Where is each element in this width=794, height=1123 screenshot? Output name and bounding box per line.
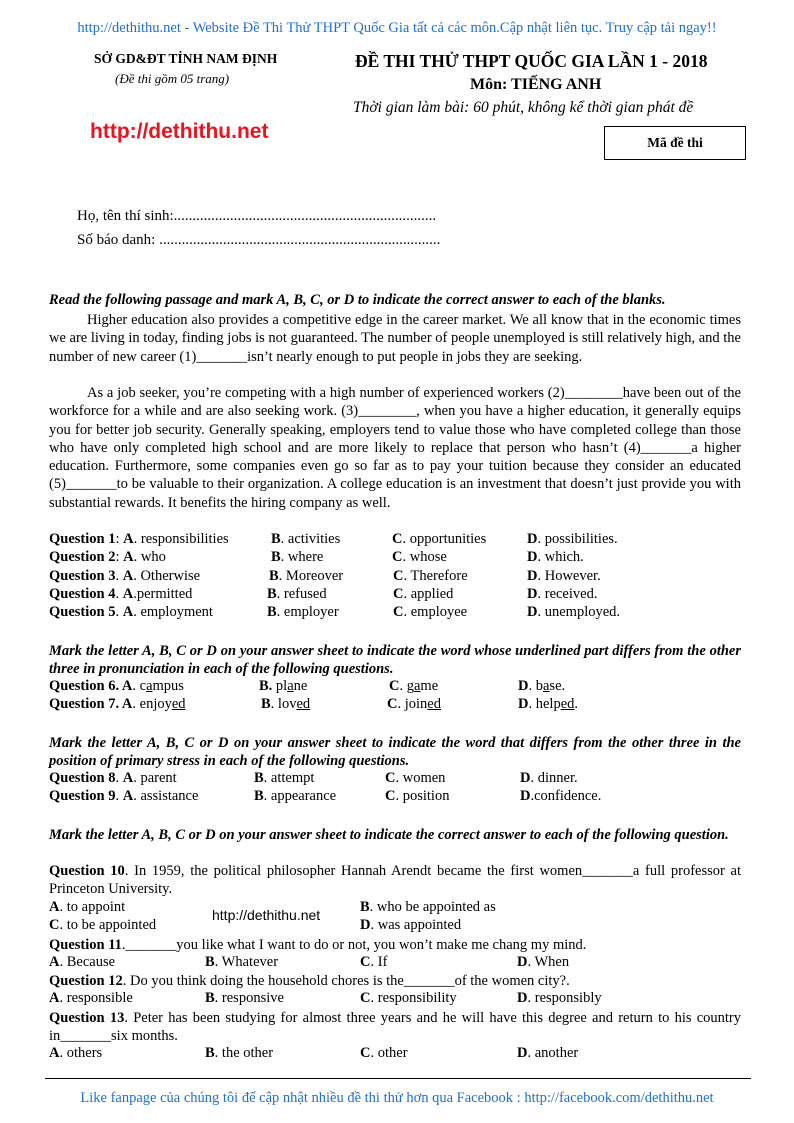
question-8: Question 8. A. parent B. attempt C. women D. dinner. — [49, 770, 578, 786]
question-1: Question 1: A. responsibilities B. activities C. opportunities D. possibilities. — [49, 531, 618, 547]
section2-instruction: Mark the letter A, B, C or D on your answer sheet to indicate the word whose underlined part differs from the other three in pronunciation in each of the following questions. — [49, 643, 741, 678]
time-note: Thời gian làm bài: 60 phút, không kể thời gian phát đề — [353, 99, 694, 116]
candidate-id-line: Số báo danh: ........................................................................... — [77, 232, 441, 248]
question-5: Question 5. A. employment B. employer C. employee D. unemployed. — [49, 604, 621, 620]
question-12-options: A. responsible B. responsive C. responsibility D. responsibly — [49, 990, 602, 1006]
question-11-stem: Question 11._______you like what I want to do or not, you won’t make me chang my mind. — [49, 937, 587, 953]
question-12-stem: Question 12. Do you think doing the household chores is the_______of the women city?. — [49, 973, 570, 989]
question-3: Question 3. A. Otherwise B. Moreover C. Therefore D. However. — [49, 568, 601, 584]
question-7: Question 7. A. enjoyed B. loved C. joined D. helped. — [49, 696, 579, 712]
exam-code-box: Mã đề thi — [604, 126, 746, 160]
question-4: Question 4. A.permitted B. refused C. applied D. received. — [49, 586, 598, 602]
page-count-note: (Đề thi gồm 05 trang) — [115, 71, 230, 86]
department-name: SỞ GD&ĐT TỈNH NAM ĐỊNH — [94, 51, 278, 66]
site-link[interactable]: http://dethithu.net — [90, 120, 269, 143]
exam-subject: Môn: TIẾNG ANH — [470, 76, 602, 93]
footer-divider — [45, 1078, 751, 1079]
question-11-options: A. Because B. Whatever C. If D. When — [49, 954, 570, 970]
question-9: Question 9. A. assistance B. appearance C. position D.confidence. — [49, 788, 602, 804]
question-10-options-row1: A. to appoint B. who be appointed as — [49, 899, 496, 915]
footer-facebook-link[interactable]: Like fanpage của chúng tôi để cập nhật nhiều đề thi thử hơn qua Facebook : http://facebook.com/dethithu.net — [80, 1090, 714, 1106]
section4-instruction: Mark the letter A, B, C or D on your answer sheet to indicate the correct answer to each of the following question. — [49, 827, 729, 843]
watermark-link[interactable]: http://dethithu.net — [212, 907, 321, 923]
question-2: Question 2: A. who B. where C. whose D. which. — [49, 549, 584, 565]
top-banner-link[interactable]: http://dethithu.net - Website Đề Thi Thử THPT Quốc Gia tất cả các môn.Cập nhật liên tục. Truy cập tải ngay!! — [77, 20, 717, 36]
question-13-stem: Question 13. Peter has been studying for almost three years and he will have this degree and return to his country in_______six months. — [49, 1010, 742, 1045]
passage-paragraph-2: As a job seeker, you’re competing with a high number of experienced workers (2)________have been out of the workforce for a while and are also seeking work. (3)________, when you have a higher education, it generally equips you for better job security. Generally speaking, employers tend to value those who have completed college than those who have only completed high school and are more likely to replace that person who hasn’t (4)_______a higher education. Furthermore, some companies even go so far as to pay your tuition because they consider an educated (5)_______to be valuable to their organization. A college education is an investment that doesn’t just provide you with substantial rewards. It benefits the hiring company as well. — [49, 385, 741, 511]
question-6: Question 6. A. campus B. plane C. game D. base. — [49, 678, 566, 694]
passage-paragraph-1: Higher education also provides a competitive edge in the career market. We all know that in the economic times we are living in today, finding jobs is not guaranteed. The number of people unemployed is still relatively high, and the number of new career (1)_______isn’t nearly enough to put people in jobs they are seeking. — [49, 312, 741, 365]
exam-title: ĐỀ THI THỬ THPT QUỐC GIA LẦN 1 - 2018 — [355, 51, 708, 71]
section3-instruction: Mark the letter A, B, C or D on your answer sheet to indicate the word that differs from the other three in the position of primary stress in each of the following questions. — [49, 735, 741, 770]
question-13-options: A. others B. the other C. other D. another — [49, 1045, 579, 1061]
question-10-options-row2: C. to be appointed D. was appointed — [49, 917, 462, 933]
question-10-stem: Question 10. In 1959, the political philosopher Hannah Arendt became the first women_______a full professor at Princeton University. — [49, 863, 741, 898]
section1-instruction: Read the following passage and mark A, B, C, or D to indicate the correct answer to each of the blanks. — [49, 292, 666, 308]
candidate-name-line: Họ, tên thí sinh:...................................................................... — [77, 208, 437, 224]
